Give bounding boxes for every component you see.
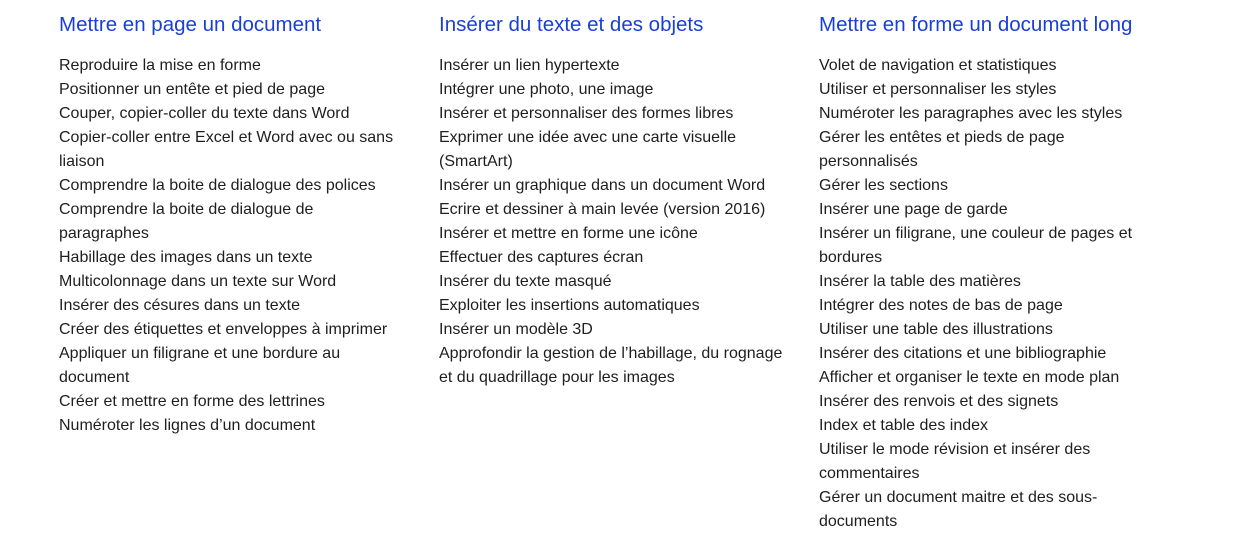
topic-list	[59, 54, 439, 438]
list-item: Multicolonnage dans un texte sur Word	[59, 273, 337, 290]
course-columns	[59, 10, 1199, 534]
list-item: Insérer des citations et une bibliographie	[819, 345, 1107, 362]
list-item: Insérer un lien hypertexte	[439, 57, 620, 74]
list-item: Utiliser le mode révision et insérer des commentaires	[819, 441, 1091, 482]
list-item: Insérer des césures dans un texte	[59, 297, 301, 314]
column-inserer-texte-objets	[439, 10, 819, 534]
list-item: Couper, copier-coller du texte dans Word	[59, 105, 350, 122]
list-item: Insérer et mettre en forme une icône	[439, 225, 698, 242]
list-item: Utiliser une table des illustrations	[819, 321, 1053, 338]
list-item: Comprendre la boite de dialogue de paragraphes	[59, 201, 314, 242]
list-item: Intégrer une photo, une image	[439, 81, 654, 98]
list-item: Insérer un filigrane, une couleur de pages et bordures	[819, 225, 1133, 266]
list-item: Habillage des images dans un texte	[59, 249, 313, 266]
column-title: Mettre en page un document	[59, 13, 322, 36]
list-item: Gérer les entêtes et pieds de page personnalisés	[819, 129, 1065, 170]
list-item: Effectuer des captures écran	[439, 249, 644, 266]
list-item: Insérer un modèle 3D	[439, 321, 593, 338]
list-item: Intégrer des notes de bas de page	[819, 297, 1063, 314]
list-item: Comprendre la boite de dialogue des polices	[59, 177, 376, 194]
list-item: Exploiter les insertions automatiques	[439, 297, 700, 314]
list-item: Créer et mettre en forme des lettrines	[59, 393, 325, 410]
list-item: Gérer un document maitre et des sous-documents	[819, 489, 1098, 530]
list-item: Numéroter les lignes d’un document	[59, 417, 316, 434]
list-item: Numéroter les paragraphes avec les styles	[819, 105, 1123, 122]
list-item: Insérer un graphique dans un document Word	[439, 177, 766, 194]
list-item: Insérer et personnaliser des formes libres	[439, 105, 734, 122]
topic-list	[439, 54, 819, 390]
list-item: Insérer une page de garde	[819, 201, 1008, 218]
list-item: Gérer les sections	[819, 177, 948, 194]
list-item: Index et table des index	[819, 417, 989, 434]
column-mise-en-page	[59, 10, 439, 534]
column-title: Insérer du texte et des objets	[439, 13, 704, 36]
list-item: Insérer la table des matières	[819, 273, 1021, 290]
list-item: Reproduire la mise en forme	[59, 57, 261, 74]
list-item: Afficher et organiser le texte en mode plan	[819, 369, 1120, 386]
list-item: Copier-coller entre Excel et Word avec ou sans liaison	[59, 129, 394, 170]
list-item: Positionner un entête et pied de page	[59, 81, 325, 98]
list-item: Utiliser et personnaliser les styles	[819, 81, 1057, 98]
topic-list	[819, 54, 1199, 534]
list-item: Volet de navigation et statistiques	[819, 57, 1057, 74]
list-item: Ecrire et dessiner à main levée (version 2016)	[439, 201, 766, 218]
column-document-long	[819, 10, 1199, 534]
list-item: Appliquer un filigrane et une bordure au document	[59, 345, 341, 386]
list-item: Exprimer une idée avec une carte visuelle (SmartArt)	[439, 129, 737, 170]
list-item: Créer des étiquettes et enveloppes à imprimer	[59, 321, 388, 338]
list-item: Insérer des renvois et des signets	[819, 393, 1059, 410]
list-item: Insérer du texte masqué	[439, 273, 612, 290]
list-item: Approfondir la gestion de l’habillage, du rognage et du quadrillage pour les images	[439, 345, 783, 386]
column-title: Mettre en forme un document long	[819, 13, 1133, 36]
